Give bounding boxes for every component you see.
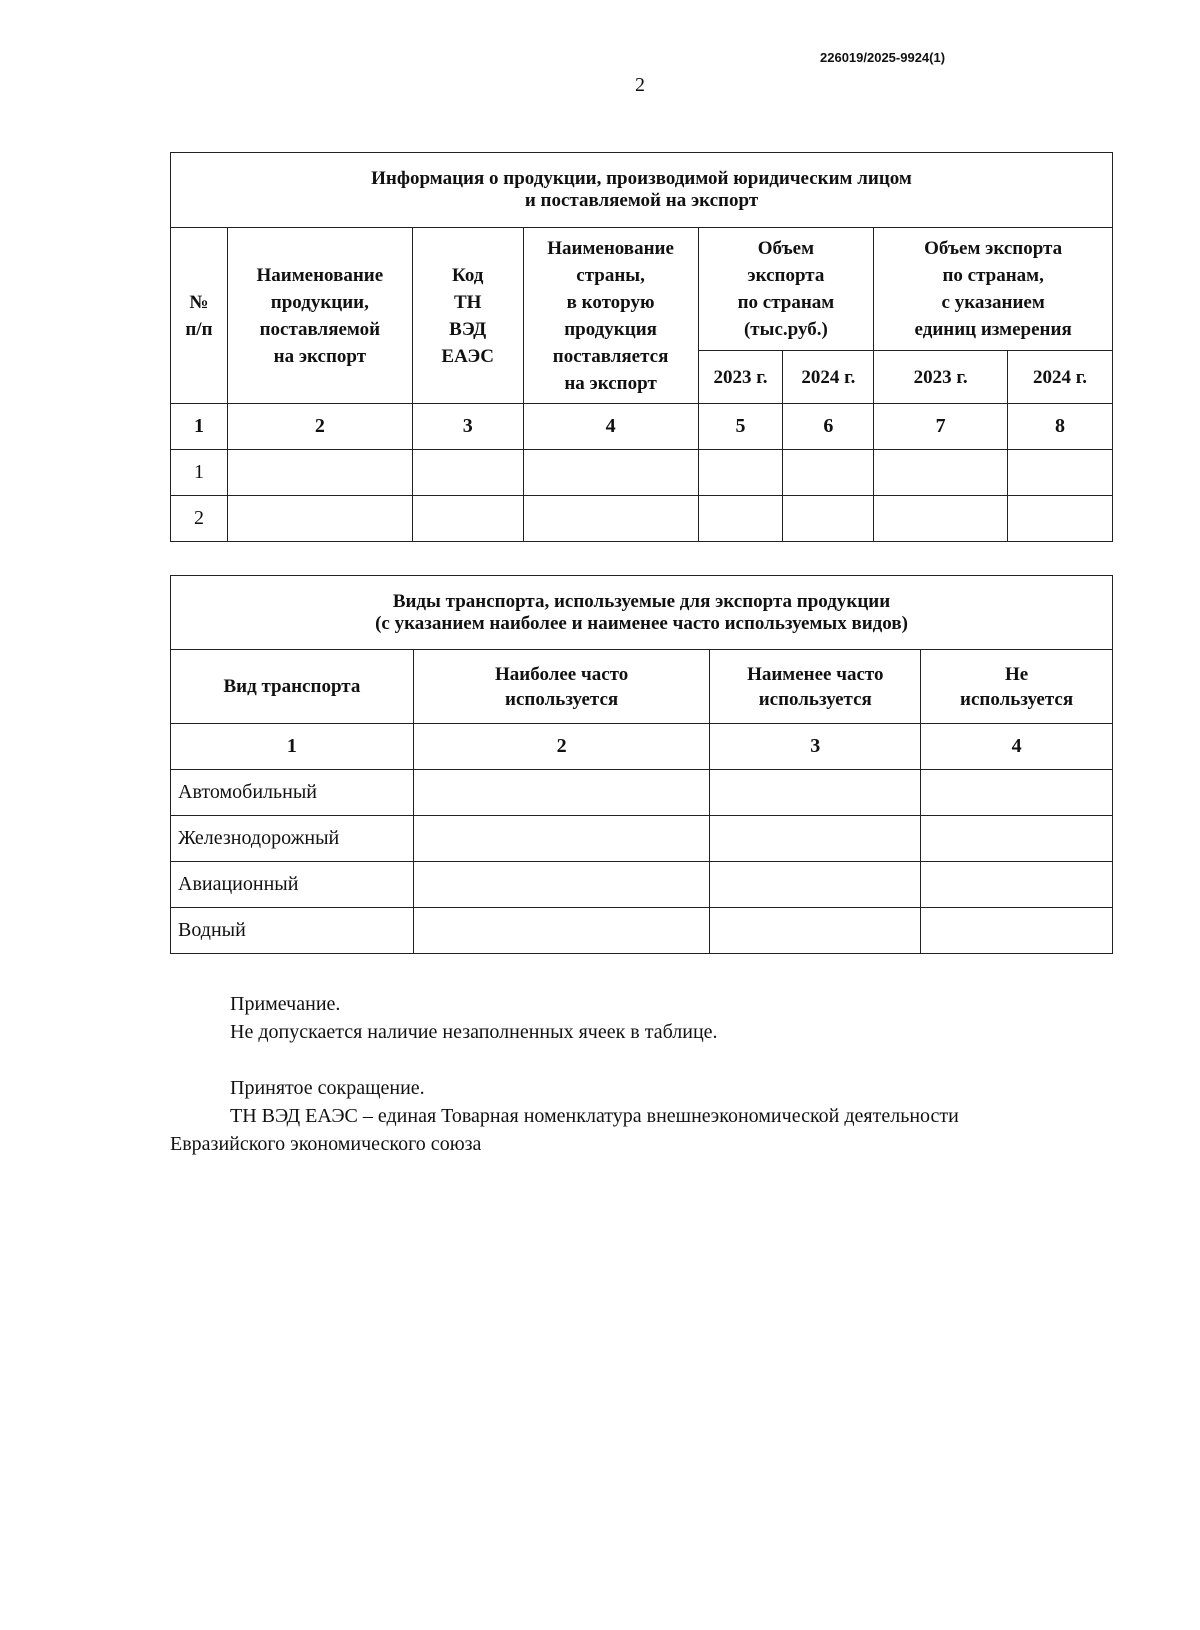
note-title: Примечание. bbox=[230, 993, 341, 1015]
table2-index-row bbox=[171, 724, 1113, 770]
empty-cell[interactable] bbox=[413, 862, 710, 908]
empty-cell[interactable] bbox=[412, 496, 523, 542]
transport-type-label: Водный bbox=[171, 908, 414, 954]
empty-cell[interactable] bbox=[921, 908, 1113, 954]
header-product-name: Наименование продукции, поставляемой на экспорт bbox=[227, 228, 412, 404]
empty-cell[interactable] bbox=[921, 770, 1113, 816]
index-cell: 1 bbox=[171, 404, 228, 450]
header-volume-units: Объем экспорта по странам, с указанием единиц измерения bbox=[874, 228, 1113, 351]
header-not-used: Не используется bbox=[921, 650, 1113, 724]
abbreviation-text-line2: Евразийского экономического союза bbox=[170, 1133, 482, 1155]
transport-type-label: Автомобильный bbox=[171, 770, 414, 816]
index-cell: 6 bbox=[783, 404, 874, 450]
header-country: Наименование страны, в которую продукция поставляется на экспорт bbox=[523, 228, 698, 404]
table-row bbox=[171, 770, 1113, 816]
table-row bbox=[171, 450, 1113, 496]
header-volume: Объем экспорта по странам (тыс.руб.) bbox=[698, 228, 874, 351]
table-row bbox=[171, 496, 1113, 542]
table-row bbox=[171, 908, 1113, 954]
index-cell: 5 bbox=[698, 404, 783, 450]
row-num: 1 bbox=[171, 450, 228, 496]
export-products-table bbox=[170, 152, 1113, 542]
table-row bbox=[171, 862, 1113, 908]
empty-cell[interactable] bbox=[710, 862, 921, 908]
table-row bbox=[171, 816, 1113, 862]
empty-cell[interactable] bbox=[698, 450, 783, 496]
empty-cell[interactable] bbox=[1008, 450, 1113, 496]
table1-index-row bbox=[171, 404, 1113, 450]
transport-type-label: Железнодорожный bbox=[171, 816, 414, 862]
empty-cell[interactable] bbox=[227, 450, 412, 496]
header-least-used: Наименее часто используется bbox=[710, 650, 921, 724]
index-cell: 3 bbox=[710, 724, 921, 770]
index-cell: 1 bbox=[171, 724, 414, 770]
transport-type-label: Авиационный bbox=[171, 862, 414, 908]
note-text: Не допускается наличие незаполненных ячеек в таблице. bbox=[230, 1021, 718, 1043]
empty-cell[interactable] bbox=[413, 770, 710, 816]
abbreviation-title: Принятое сокращение. bbox=[230, 1077, 425, 1099]
header-num: № п/п bbox=[171, 228, 228, 404]
empty-cell[interactable] bbox=[874, 496, 1008, 542]
empty-cell[interactable] bbox=[1008, 496, 1113, 542]
empty-cell[interactable] bbox=[710, 816, 921, 862]
empty-cell[interactable] bbox=[698, 496, 783, 542]
index-cell: 7 bbox=[874, 404, 1008, 450]
empty-cell[interactable] bbox=[523, 450, 698, 496]
empty-cell[interactable] bbox=[921, 862, 1113, 908]
index-cell: 4 bbox=[523, 404, 698, 450]
empty-cell[interactable] bbox=[874, 450, 1008, 496]
abbreviation-text-line1: ТН ВЭД ЕАЭС – единая Товарная номенклатура внешнеэкономической деятельности bbox=[230, 1105, 959, 1127]
empty-cell[interactable] bbox=[413, 908, 710, 954]
empty-cell[interactable] bbox=[523, 496, 698, 542]
header-units-2023: 2023 г. bbox=[874, 351, 1008, 404]
empty-cell[interactable] bbox=[412, 450, 523, 496]
header-code: Код ТН ВЭД ЕАЭС bbox=[412, 228, 523, 404]
header-volume-2024: 2024 г. bbox=[783, 351, 874, 404]
index-cell: 3 bbox=[412, 404, 523, 450]
header-units-2024: 2024 г. bbox=[1008, 351, 1113, 404]
table1-title: Информация о продукции, производимой юридическим лицом и поставляемой на экспорт bbox=[171, 153, 1113, 228]
index-cell: 4 bbox=[921, 724, 1113, 770]
index-cell: 8 bbox=[1008, 404, 1113, 450]
empty-cell[interactable] bbox=[413, 816, 710, 862]
header-most-used: Наиболее часто используется bbox=[413, 650, 710, 724]
table2-title: Виды транспорта, используемые для экспорта продукции (с указанием наиболее и наименее часто используемых видов) bbox=[171, 576, 1113, 650]
empty-cell[interactable] bbox=[227, 496, 412, 542]
empty-cell[interactable] bbox=[783, 496, 874, 542]
row-num: 2 bbox=[171, 496, 228, 542]
header-transport-type: Вид транспорта bbox=[171, 650, 414, 724]
page-number: 2 bbox=[635, 74, 645, 96]
empty-cell[interactable] bbox=[710, 770, 921, 816]
empty-cell[interactable] bbox=[710, 908, 921, 954]
transport-table bbox=[170, 575, 1113, 954]
index-cell: 2 bbox=[227, 404, 412, 450]
header-volume-2023: 2023 г. bbox=[698, 351, 783, 404]
empty-cell[interactable] bbox=[921, 816, 1113, 862]
index-cell: 2 bbox=[413, 724, 710, 770]
notes-section bbox=[170, 990, 1120, 1158]
document-id: 226019/2025-9924(1) bbox=[820, 50, 946, 65]
empty-cell[interactable] bbox=[783, 450, 874, 496]
